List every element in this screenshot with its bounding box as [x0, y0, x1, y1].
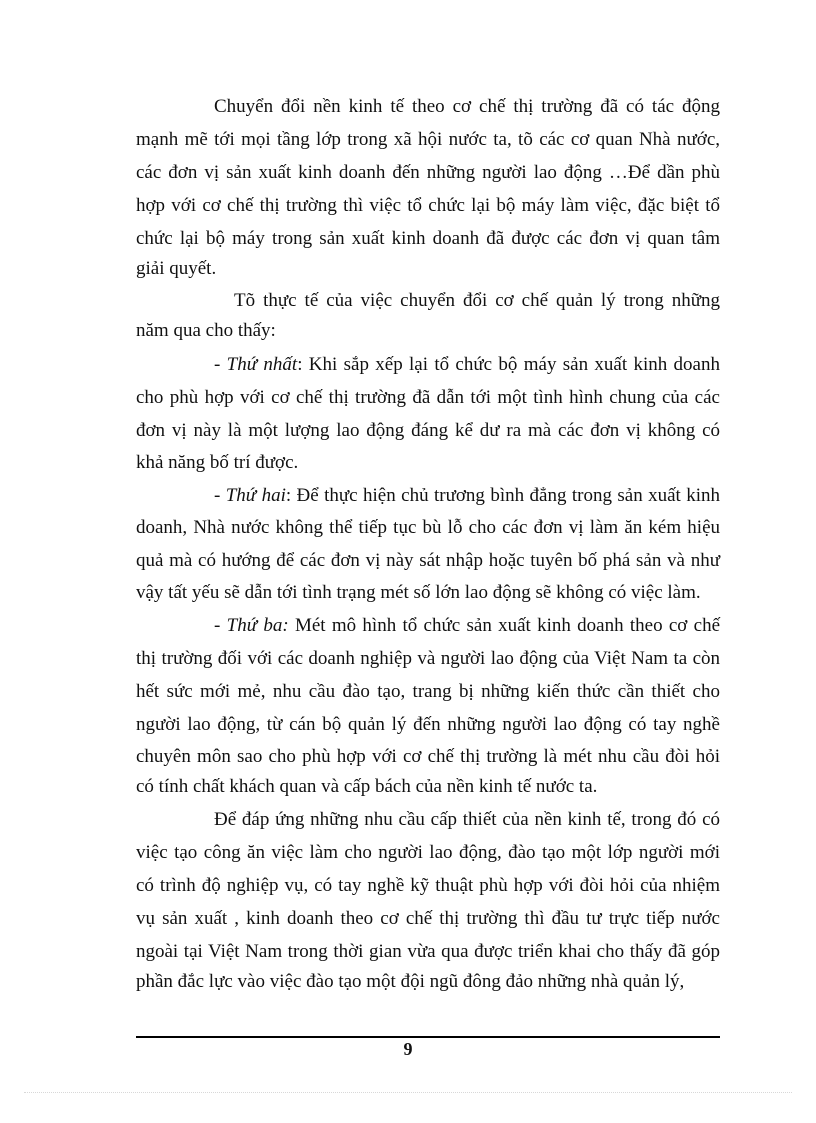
paragraph-2-line: Tõ thực tế của việc chuyển đổi cơ chế quản lý trong những	[234, 290, 720, 311]
item-text: Mét mô hình tổ chức sản xuất kinh doanh theo cơ chế	[288, 615, 721, 636]
item-line: khả năng bố trí được.	[136, 452, 299, 473]
item-line: đơn vị này là một lượng lao động đáng kể dư ra mà các đơn vị không có	[136, 420, 720, 441]
paragraph-3-line: ngoài tại Việt Nam trong thời gian vừa qua được triển khai cho thấy đã góp	[136, 941, 720, 962]
paragraph-3-line: phần đắc lực vào việc đào tạo một đội ngũ đông đảo những nhà quản lý,	[136, 971, 685, 992]
item-line: có tính chất khách quan và cấp bách của nền kinh tế nước ta.	[136, 776, 598, 797]
paragraph-1-line: hợp với cơ chế thị trường thì việc tổ chức lại bộ máy làm việc, đặc biệt tổ	[136, 195, 720, 216]
page-number: 9	[403, 1039, 413, 1059]
paragraph-3-line: việc tạo công ăn việc làm cho người lao động, đào tạo một lớp người mới	[136, 842, 720, 863]
item-line: vậy tất yếu sẽ dẫn tới tình trạng mét số lớn lao động sẽ không có việc làm.	[136, 582, 701, 603]
item-line: cho phù hợp với cơ chế thị trường đã dẫn tới một tình hình chung của các	[136, 387, 720, 408]
item-line: chuyên môn sao cho phù hợp với cơ chế thị trường là mét nhu cầu đòi hỏi	[136, 746, 720, 767]
paragraph-2-line: năm qua cho thấy:	[136, 320, 276, 341]
item-text: : Để thực hiện chủ trương bình đẳng trong sản xuất kinh	[285, 485, 720, 506]
item-line: người lao động, từ cán bộ quản lý đến những người lao động có tay nghề	[136, 714, 720, 735]
paragraph-1-line: giải quyết.	[136, 258, 217, 279]
item-label: Thứ nhất	[226, 354, 298, 375]
list-dash: -	[214, 485, 226, 506]
item-line: hết sức mới mẻ, nhu cầu đào tạo, trang bị những kiến thức cần thiết cho	[136, 681, 720, 702]
item-label: Thứ ba:	[226, 615, 289, 636]
list-dash: -	[214, 615, 227, 636]
item-line: doanh, Nhà nước không thể tiếp tục bù lỗ cho các đơn vị làm ăn kém hiệu	[136, 517, 720, 538]
item-label: Thứ hai	[225, 485, 286, 506]
paragraph-3-line: vụ sản xuất , kinh doanh theo cơ chế thị trường thì đầu tư trực tiếp nước	[136, 908, 720, 929]
list-dash: -	[214, 354, 227, 375]
paragraph-3-line: Để đáp ứng những nhu cầu cấp thiết của nền kinh tế, trong đó có	[214, 809, 720, 830]
item-line: quả mà có hướng để các đơn vị này sát nhập hoặc tuyên bố phá sản và như	[136, 550, 720, 571]
paragraph-1-line: chức lại bộ máy trong sản xuất kinh doanh đã được các đơn vị quan tâm	[136, 228, 720, 249]
page-bottom-divider	[24, 1092, 792, 1093]
paragraph-1-line: các đơn vị sản xuất kinh doanh đến những người lao động …Để dần phù	[136, 162, 720, 183]
paragraph-1-line: mạnh mẽ tới mọi tầng lớp trong xã hội nước ta, tõ các cơ quan Nhà nước,	[136, 129, 720, 150]
paragraph-3-line: có trình độ nghiệp vụ, có tay nghề kỹ thuật phù hợp với đòi hỏi của nhiệm	[136, 875, 720, 896]
item-text: : Khi sắp xếp lại tổ chức bộ máy sản xuất kinh doanh	[297, 354, 720, 375]
item-line: thị trường đối với các doanh nghiệp và người lao động của Việt Nam ta còn	[136, 648, 720, 669]
paragraph-1-line: Chuyển đổi nền kinh tế theo cơ chế thị trường đã có tác động	[214, 96, 720, 117]
